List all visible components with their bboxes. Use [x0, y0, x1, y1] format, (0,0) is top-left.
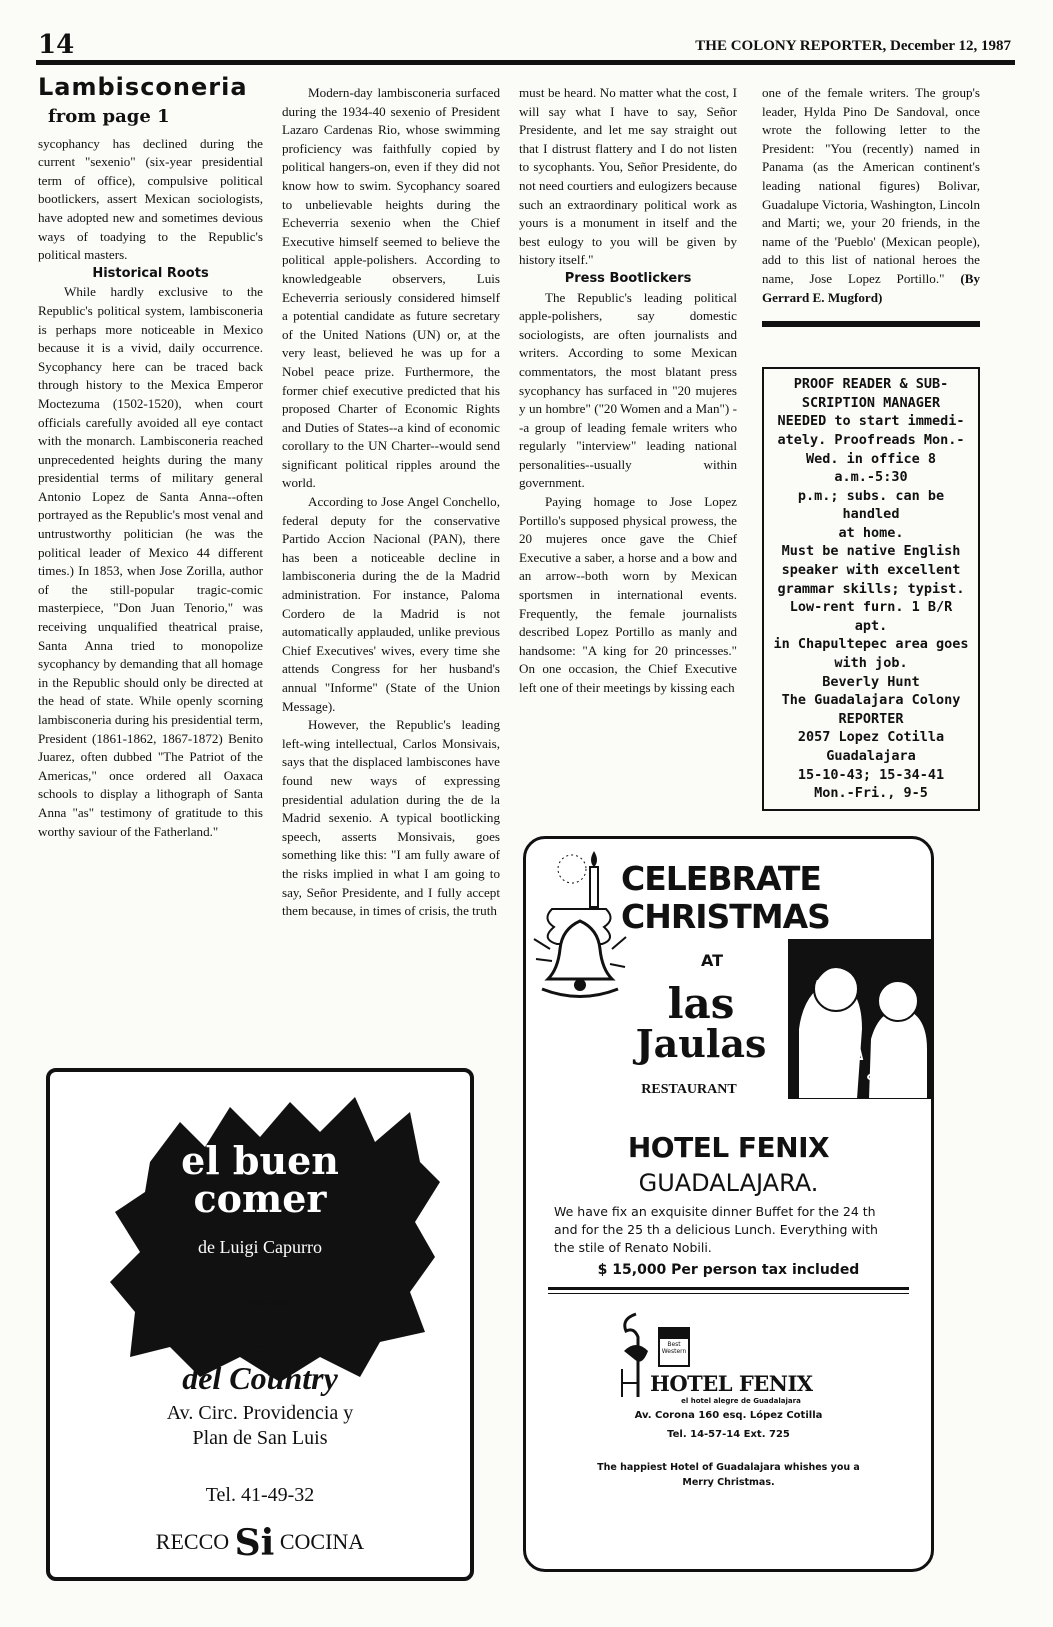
- article-column-1: [38, 72, 263, 841]
- column-divider-rule: [762, 321, 980, 327]
- headline-at: AT: [701, 951, 724, 970]
- classified-line: 15-10-43; 15-34-41: [797, 766, 945, 783]
- classified-line: speaker with excellent: [781, 562, 961, 579]
- article-paragraph: [762, 84, 980, 307]
- divider-rule: [548, 1287, 909, 1290]
- classified-line: PROOF READER & SUB-: [793, 376, 949, 393]
- byline: (By Gerrard E. Mugford): [762, 270, 980, 305]
- classified-line: Guadalajara: [826, 748, 916, 764]
- article-column-3: [519, 84, 737, 698]
- classified-line: grammar skills; typist.: [777, 580, 965, 597]
- logo-line-2: Jaulas: [635, 1021, 767, 1066]
- ad-el-buen-comer: [46, 1068, 474, 1581]
- buffet-description: We have fix an exquisite dinner Buffet for the 24 th and for the 25 th a delicious Lunch. Everything with the stile of Renato Nobili.: [554, 1204, 878, 1255]
- footer-right-text: COCINA: [279, 1529, 365, 1554]
- article-column-4: [762, 84, 980, 811]
- dining-couple-illustration: [788, 939, 931, 1099]
- ad-hotel-fenix: [523, 836, 934, 1572]
- footer-left-text: RECCO: [155, 1529, 230, 1554]
- hotel-phone: Tel. 14-57-14 Ext. 725: [667, 1429, 790, 1440]
- address-line-1: Av. Circ. Providencia y: [166, 1402, 354, 1424]
- restaurant-label: Restaurant: [232, 1294, 288, 1309]
- article-paragraph: However, the Republic's leading left-wing intellectual, Carlos Monsivais, says that the displaced lambiscones have found new ways of expressing presidential adulation during the de la Madrid sexenio. A typical bootlicking speech, asserts Monsivais, goes something like this: "I am fully aware of the risks implied in what I am going to say, Señor Presidente, and I fully accept them because, in times of crisis, the truth: [282, 717, 500, 919]
- classified-line: ately. Proofreads Mon.-: [777, 431, 965, 448]
- hotel-name: HOTEL FENIX: [627, 1131, 830, 1164]
- si-logo: Si: [234, 1522, 275, 1564]
- article-paragraph: sycophancy has declined during the current "sexenio" (six-year presidential term of office), compulsive political bootlickers, assert Mexican sociologists, have adopted new and sometimes devious ways of toadying to the Republic's political masters.: [38, 135, 263, 263]
- ad-subtitle: de Luigi Capurro: [198, 1237, 322, 1257]
- header-rule: [36, 60, 1015, 65]
- article-paragraph: While hardly exclusive to the Republic's political system, lambisconeria is perhaps more noticeable in Mexico because it is a vivid, daily occurrence. Sycophancy here can be traced back through history to the Mexica Emperor Moctezuma (1502-1520), when court officials carefully avoided all eye contact with the monarch. Lambisconeria reached unprecedented heights during the many presidential terms of military general Antonio Lopez de Santa Anna--often portrayed as the Republic's most venal and untrustworthy politician (he was the political leader of Mexico 44 different times.) In 1853, when Jose Zorilla, author of the still-popular tragic-comic masterpiece, "Don Juan Tenorio," was receiving unqualified theatrical praise, Santa Anna tried to monopolize sycophancy by demanding that all homage in the Republic should only be directed at the head of state. While openly scorning lambisconeria during his presidential term, President (1861-1862, 1867-1872) Benito Juarez, often dubbed "The Patriot of the Americas," once ordered all Oaxaca schools to display a lithograph of Santa Anna "as" testimony of gratitude to this worthy saviour of the Fatherland.": [38, 284, 263, 839]
- hotel-tagline: el hotel alegre de Guadalajara: [681, 1397, 801, 1405]
- page-number: 14: [38, 30, 75, 60]
- ad-footer: [50, 1522, 470, 1564]
- classified-line: with job.: [834, 655, 908, 672]
- classified-line: Low-rent furn. 1 B/R apt.: [789, 599, 953, 634]
- phone-number: Tel. 41-49-32: [205, 1484, 315, 1506]
- article-title: Lambisconeria: [38, 73, 248, 101]
- classified-line: p.m.; subs. can be handled: [797, 487, 945, 523]
- classified-line: Wed. in office 8 a.m.-5:30: [805, 450, 937, 486]
- classified-line: Beverly Hunt: [822, 673, 920, 690]
- article-column-2: [282, 84, 500, 921]
- classified-line: 2057 Lopez Cotilla: [797, 729, 945, 746]
- closing-line-2: Merry Christmas.: [682, 1477, 775, 1488]
- classified-line: Mon.-Fri., 9-5: [814, 785, 928, 802]
- article-paragraph: must be heard. No matter what the cost, I will say what I have to say, Señor Presidente, and let me say straight out that I distrust flattery and I do not listen to sycophants. You, Señor Presidente, do not need courtiers and eulogizers because such an extraordinary political work as yours is a monument in itself and the best eulogy to you will be given by history itself.": [519, 85, 737, 268]
- classified-line: SCRIPTION MANAGER: [801, 394, 941, 411]
- divider-rule: [548, 1293, 909, 1294]
- classified-line: Must be native English: [781, 543, 961, 560]
- article-paragraph: According to Jose Angel Conchello, federal deputy for the conservative Partido Accion Nacional (PAN), there has been a noticeable decline in lambisconeria during the de la Madrid administration. For instance, Paloma Cordero de la Madrid is not automatically applauded, unlike previous Chief Executives' wives, every time she attends Congress for her husband's annual "Informe" (State of the Union Message).: [282, 494, 500, 714]
- running-head: THE COLONY REPORTER, December 12, 1987: [695, 38, 1011, 54]
- classified-line: in Chapultepec area goes: [773, 636, 969, 653]
- article-text: one of the female writers. The group's leader, Hylda Pino De Sandoval, once wrote the following letter to the President: "You (recently) named in Panama (as the American continent's leading national figures) Bolivar, Guadalupe Victoria, Washington, Lincoln and Marti; we, your 20 friends, in the name of the 'Pueblo' (Mexican people), add to this list of national heroes the name, Jose Lopez Portillo.": [762, 85, 980, 286]
- subhead-historical-roots: Historical Roots: [92, 265, 209, 281]
- subhead-press-bootlickers: Press Bootlickers: [564, 270, 692, 286]
- best-western-badge: [658, 1327, 690, 1367]
- hotel-logo-name: HOTEL FENIX: [650, 1371, 813, 1396]
- badge-crown-icon: [660, 1329, 688, 1339]
- classified-ad: [762, 367, 980, 811]
- restaurant-name: RECCO: [188, 1320, 332, 1360]
- restaurant-name-script: del Country: [182, 1360, 338, 1396]
- hotel-address: Av. Corona 160 esq. López Cotilla: [634, 1410, 823, 1421]
- ad-title-line-2: comer: [193, 1176, 327, 1221]
- las-jaulas-logo: [621, 979, 781, 1066]
- classified-line: The Guadalajara Colony: [781, 692, 961, 709]
- address-line-2: Plan de San Luis: [192, 1427, 328, 1449]
- classified-line: NEEDED to start immedi-: [777, 413, 965, 430]
- logo-line-1: las: [667, 979, 735, 1028]
- headline-celebrate: CELEBRATE: [621, 859, 821, 898]
- classified-line: at home.: [838, 524, 904, 541]
- classified-text: [770, 375, 972, 803]
- article-paragraph: Paying homage to Jose Lopez Portillo's supposed physical prowess, the 20 mujeres once gave the Chief Executive a saber, a horse and a bow and an arrow--both worn by Mexican sportsmen in international events. Frequently, the female journalists described Lopez Portillo as manly and handsome: "A king for 20 princesses." On one occasion, the Chief Executive left one of their meetings by kissing each: [519, 494, 737, 695]
- ad-title-line-1: el buen: [181, 1138, 339, 1183]
- christmas-bell-ornament-icon: [532, 849, 627, 1004]
- hotel-city: GUADALAJARA.: [638, 1169, 819, 1197]
- restaurant-label: RESTAURANT: [641, 1082, 737, 1097]
- classified-line: REPORTER: [838, 710, 904, 727]
- closing-line-1: The happiest Hotel of Guadalajara whishes you a: [597, 1462, 860, 1473]
- article-paragraph: Modern-day lambisconeria surfaced during the 1934-40 sexenio of President Lazaro Cardenas Rio, whose swimming proficiency was faithfully copied by political hangers-on, even if they did not know how to swim. Sycophancy soared to unbelievable heights during the Echeverria sexenio when the Chief Executive himself seemed to believe the political apple-polishers. According to knowledgeable observers, Luis Echeverria seriously considered himself a potential candidate as future secretary of the United Nations (UN) or, at the very least, believed he was up for a Nobel peace prize. Furthermore, the former chief executive predicted that his proposed Charter of Economic Rights and Duties of States--a kind of economic corollary to the UN Charter--would send significant political ripples around the world.: [282, 85, 500, 491]
- article-paragraph: The Republic's leading political apple-polishers, say domestic sociologists, are often journalists and writers. According to some Mexican commentators, the most blatant press sycophancy has surfaced in "20 mujeres y un hombre" ("20 Women and a Man") --a group of leading female writers who regularly "interview" leading national personalities--usually within government.: [519, 289, 737, 491]
- continued-from: from page 1: [48, 106, 170, 127]
- headline-christmas: CHRISTMAS: [621, 897, 830, 936]
- price-line: $ 15,000 Per person tax included: [597, 1262, 860, 1278]
- badge-text: Best Western: [661, 1341, 687, 1355]
